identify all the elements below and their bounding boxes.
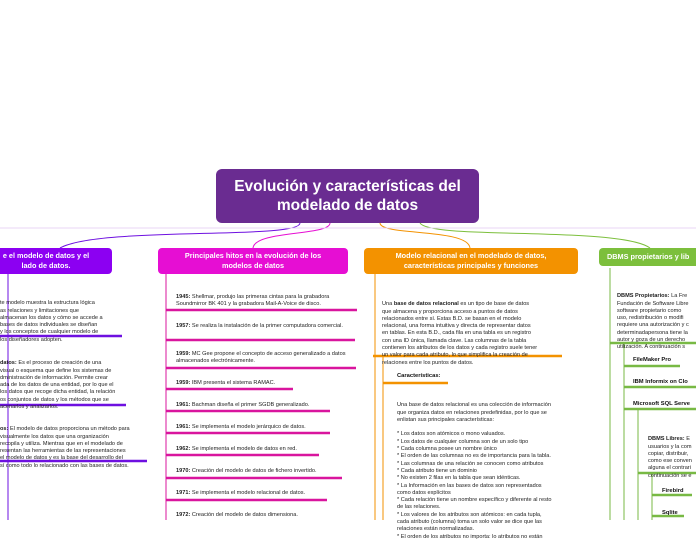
- characteristics-text: Una base de datos relacional es una colección de información que organiza datos en relaciones predefinidas, por lo que se enlistan sus principales características: * Los datos son atómicos o mono valuados. * Los datos de cualquier columna son de un solo tipo * Cada columna posee un nombre único * El orden de las columnas no es de importancia para la tabla. * Las columnas de una relación se conocen como atributos * Cada atributo tiene un dominio * No existen 2 filas en la tabla que sean idénticas. * La Información en las bases de datos son representados como datos explícitos * Cada relación tiene un nombre específico y diferente al resto de las relaciones. * Los valores de los atributos son atómicos: en cada tupla, cada atributo (columna) toma un solo valor se dice que las relaciones están normalizadas. * El orden de los atributos no importa: lo atributos no están: [397, 402, 552, 540]
- relational-intro: Una base de datos relacional es un tipo de base de datos que almacena y proporciona acceso a puntos de datos relacionados entre sí. Estas B.D. se basan en el modelo relacional, una forma intuitiva y directa de representar datos en tablas. En esta B.D., cada fila en una tabla es un registro con una ID única, llamada clave. Las columnas de la tabla contienen los atributos de los datos y cada registro suele tener un valor para cada atributo, lo que simplifica la creación de relaciones entre los puntos de datos.: [382, 301, 538, 366]
- link-branch-2: [253, 223, 330, 248]
- branch-dbms[interactable]: [599, 248, 696, 266]
- characteristics-label[interactable]: Características:: [397, 373, 441, 379]
- dbms-item-filemaker[interactable]: FileMaker Pro: [633, 357, 672, 363]
- milestone-item[interactable]: 1959: IBM presenta el sistema RAMAC.: [176, 380, 276, 386]
- definition-text-3: os: El modelo de datos proporciona un método para visualmente los datos que una organización recopila y utiliza. Mientras que en el modelado de resentan las herramientas de las representaciones el modelo de datos y es la base del desarrollo del sí como todo lo relacionado con las bases de datos.: [0, 426, 130, 469]
- milestone-item[interactable]: 1945: Shellmar, produjo las primeras cintas para la grabadora Soundmirror BK 401 y la grabadora Mail-A-Voice de disco.: [176, 294, 330, 307]
- definition-text-2: datos: Es el proceso de creación de una visual o esquema que define los sistemas de dministración de información. Permite crear ada de los datos de una entidad, por lo que el los datos que recoge dicha entidad, la relación os conjuntos de datos y los métodos que se acenarlos y analizarlos.: [0, 360, 116, 411]
- dbms-item-firebird[interactable]: Firebird: [662, 488, 684, 494]
- branch-relational-model[interactable]: [364, 248, 578, 274]
- milestone-item[interactable]: 1971: Se implementa el modelo relacional de datos.: [176, 490, 306, 496]
- dbms-free-text: DBMS Libres: E usuarios y la com copiar, distribuir, como ese conven alguna el contrari continuación se e: [648, 436, 692, 479]
- branch-dbms-label: DBMS propietarios y lib: [607, 252, 690, 261]
- milestone-item[interactable]: 1962: Se implementa el modelo de datos en red.: [176, 446, 297, 452]
- branch-definition-label: e el modelo de datos y el lado de datos.: [2, 251, 90, 270]
- definition-text-1: te modelo muestra la estructura lógica as relaciones y limitaciones que almacenan los datos y cómo se accede a bases de datos individuales se diseñan y los conceptos de cualquier modelo de los diseñadores adopten.: [0, 300, 103, 343]
- branch-relational-model-label: Modelo relacional en el modelado de datos, características principales y funciones: [395, 251, 547, 270]
- milestone-item[interactable]: 1957: Se realiza la instalación de la primer computadora comercial.: [176, 323, 343, 329]
- milestone-item[interactable]: 1970: Creación del modelo de datos de fichero invertido.: [176, 468, 317, 474]
- branch-milestones-label: Principales hitos en la evolución de los modelos de datos: [184, 251, 322, 270]
- link-branch-4: [420, 223, 650, 248]
- milestone-item[interactable]: 1959: MC Gee propone el concepto de acceso generalizado a datos almacenados electrónicamente.: [176, 351, 346, 364]
- branch-milestones[interactable]: [158, 248, 348, 274]
- milestone-item[interactable]: 1972: Creación del modelo de datos dimensiona.: [176, 512, 298, 518]
- link-branch-3: [380, 223, 470, 248]
- milestone-item[interactable]: 1961: Bachman diseña el primer SGDB generalizado.: [176, 402, 310, 408]
- central-topic[interactable]: [216, 169, 479, 223]
- dbms-item-sqlite[interactable]: Sqlite: [662, 510, 678, 516]
- branch-definition[interactable]: [0, 248, 112, 274]
- dbms-proprietary-text: DBMS Propietarios: La Fre Fundación de Software Libre software propietario como uso, redistribución o modifi requiere una autorización y c determinadapersona tiene la autor y goza de un derecho utilización. A continuación s: [617, 293, 689, 351]
- milestone-item[interactable]: 1961: Se implementa el modelo jerárquico de datos.: [176, 424, 306, 430]
- central-topic-title: Evolución y características del modelado de datos: [234, 178, 461, 214]
- link-branch-1: [60, 223, 300, 248]
- dbms-item-sqlserver[interactable]: Microsoft SQL Serve: [633, 401, 690, 407]
- dbms-item-informix[interactable]: IBM Informix on Clo: [633, 379, 688, 385]
